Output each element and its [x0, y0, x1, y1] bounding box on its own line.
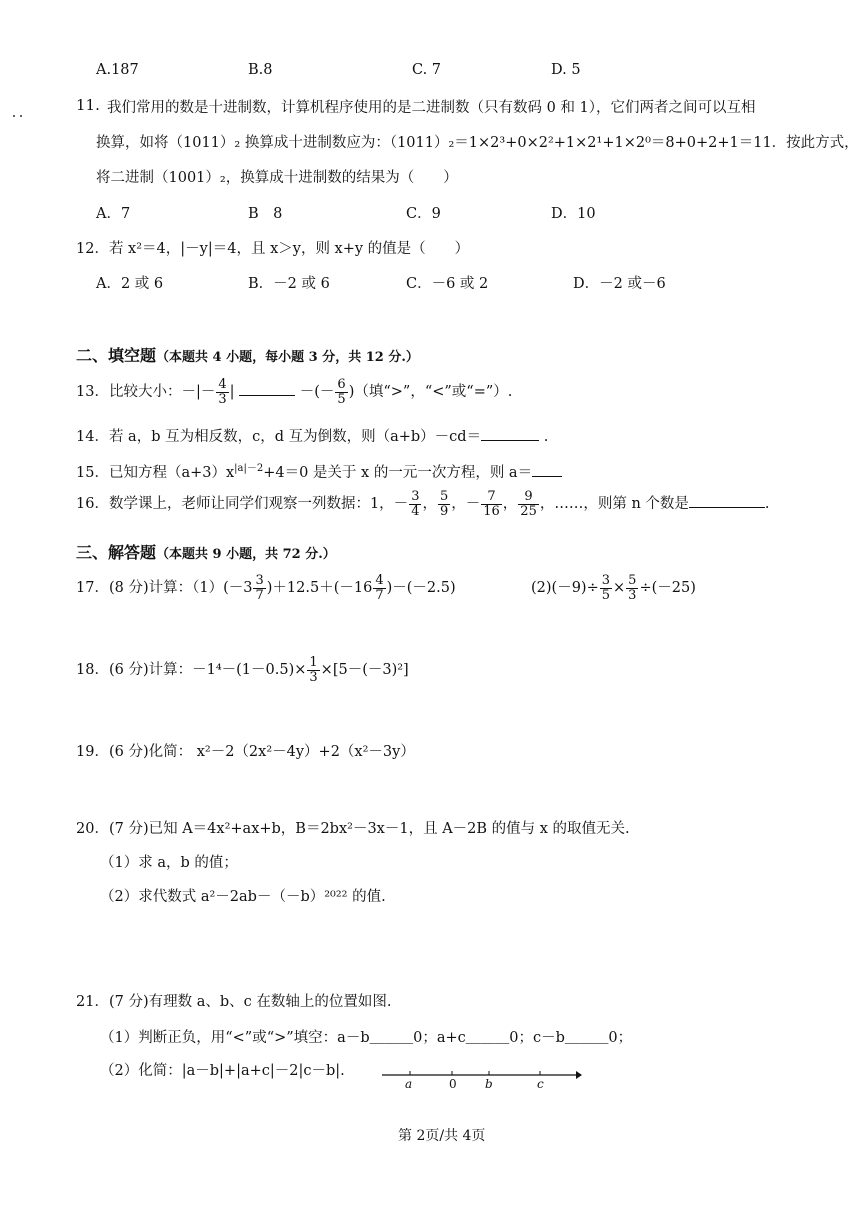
q13-answer-blank — [239, 381, 295, 397]
q18-f-num: 1 — [309, 655, 318, 670]
section3-note: （本题共 9 小题，共 72 分.） — [156, 547, 336, 562]
q17-p2-pre: (2)(－9)÷ — [531, 580, 599, 597]
q17-f1-num: 3 — [255, 573, 264, 588]
q13-f2-num: 6 — [337, 377, 346, 392]
q11-number: 11. — [76, 96, 100, 114]
q17-fraction-1 — [253, 574, 265, 602]
q17-p2-f1-den: 5 — [601, 587, 611, 603]
q10-option-d: D. 5 — [551, 62, 581, 78]
q17-f2-den: 7 — [375, 587, 384, 603]
q18-fraction — [307, 656, 319, 684]
q12-option-b: B．－2 或 6 — [248, 276, 330, 292]
q13-fraction-2 — [335, 378, 347, 406]
axis-label-zero: 0 — [449, 1077, 457, 1091]
q12-option-a: A．2 或 6 — [96, 276, 164, 292]
q13-pre: 13．比较大小：－|－ — [76, 384, 216, 401]
q17-p2-f2-num: 5 — [628, 573, 637, 588]
q16-answer-blank — [689, 493, 765, 509]
q17-part1 — [76, 574, 456, 602]
q16-fraction-3 — [481, 490, 502, 518]
q16-sep3: ， — [502, 496, 518, 513]
q16-sep2: ，－ — [451, 496, 481, 513]
q11-option-a: A．7 — [96, 206, 131, 222]
axis-label-a: a — [405, 1077, 413, 1091]
q20-sub1: （1）求 a，b 的值； — [100, 855, 238, 871]
q16-fraction-2 — [438, 490, 450, 518]
section2-note: （本题共 4 小题，每小题 3 分，共 12 分.） — [156, 350, 419, 365]
q12-option-c: C．－6 或 2 — [406, 276, 489, 292]
q13-fraction-1 — [216, 378, 228, 406]
q12-option-d: D．－2 或－6 — [573, 276, 666, 292]
q10-option-a: A.187 — [96, 62, 139, 78]
q13 — [76, 378, 512, 406]
q15 — [76, 459, 562, 482]
q17-p2-fraction-2 — [626, 574, 638, 602]
q20-sub2: （2）求代数式 a²－2ab－（－b）²⁰²² 的值. — [100, 889, 386, 905]
q11-option-b: B 8 — [248, 206, 283, 222]
section2-heading — [76, 343, 419, 366]
q17-p2-f1-num: 3 — [601, 573, 611, 588]
q13-f1-den: 3 — [218, 391, 227, 407]
q14-end: . — [543, 429, 549, 445]
section2-title: 二、填空题 — [76, 346, 157, 365]
q13-abs-close: | — [229, 384, 235, 401]
q16-f2-num: 5 — [439, 489, 449, 504]
q16-fraction-4 — [518, 490, 539, 518]
q18-pre: 18．(6 分)计算：－1⁴－(1－0.5)× — [76, 662, 307, 679]
q16-f2-den: 9 — [439, 503, 449, 519]
q11-option-d: D．10 — [551, 206, 596, 222]
section3-title: 三、解答题 — [76, 543, 157, 562]
q15-pre: 15．已知方程（a+3）x — [76, 464, 235, 481]
q16-f4-num: 9 — [518, 490, 539, 505]
q15-answer-blank — [532, 461, 562, 477]
q11-line3: 将二进制（1001）₂，换算成十进制数的结果为（ ） — [96, 170, 458, 186]
q17-pre: 17．(8 分)计算：（1）(－3 — [76, 580, 253, 597]
q17-mid1: )＋12.5＋(－16 — [266, 580, 373, 597]
q11-line1: 我们常用的数是十进制数，计算机程序使用的是二进制数（只有数码 0 和 1），它们两者之间可以互相 — [107, 100, 756, 116]
q21-sub1: （1）判断正负，用“<”或“>”填空：a－b＿＿＿0；a+c＿＿＿0；c－b＿＿＿0； — [100, 1030, 633, 1046]
q17-fraction-2 — [373, 574, 385, 602]
page-footer: 第 2页/共 4页 — [398, 1128, 486, 1144]
q21-sub2: （2）化简：|a－b|+|a+c|－2|c－b|. — [100, 1063, 345, 1079]
q15-post: +4＝0 是关于 x 的一元一次方程，则 a＝ — [263, 464, 533, 481]
q17-f1-den: 7 — [255, 587, 264, 603]
q19: 19．(6 分)化简： x²－2（2x²－4y）+2（x²－3y） — [76, 744, 415, 760]
q11-line2: 换算，如将（1011）₂ 换算成十进制数应为：（1011）₂＝1×2³+0×2²+1×2¹+1×2⁰＝8+0+2+1＝11．按此方式， — [96, 135, 859, 151]
q17-p2-mid: × — [613, 580, 626, 597]
q11-option-c: C．9 — [406, 206, 441, 222]
q17-p2-post: ÷(－25) — [639, 580, 696, 597]
q18-post: ×[5－(－3)²] — [320, 662, 409, 679]
q17-f2-num: 4 — [375, 573, 384, 588]
q18-f-den: 3 — [309, 669, 318, 685]
q16-end: . — [764, 496, 770, 513]
q17-p2-f2-den: 3 — [628, 587, 637, 603]
q13-mid: －(－ — [299, 384, 335, 401]
section3-heading — [76, 540, 336, 563]
q14 — [76, 425, 548, 446]
q15-exponent: |a|－2 — [234, 463, 264, 474]
q13-f2-den: 5 — [337, 391, 346, 407]
axis-label-b: b — [485, 1077, 493, 1091]
q14-answer-blank — [481, 426, 539, 442]
q16-f1-den: 4 — [411, 503, 420, 519]
q17-p2-fraction-1 — [600, 574, 612, 602]
q16-f3-den: 16 — [483, 503, 500, 519]
q14-text: 14．若 a，b 互为相反数，c，d 互为倒数，则（a+b）－cd＝ — [76, 429, 482, 445]
q16 — [76, 490, 770, 518]
q16-post: ，……，则第 n 个数是 — [539, 496, 689, 513]
q16-f4-den: 25 — [520, 503, 537, 519]
q10-option-c: C. 7 — [412, 62, 442, 78]
q12-text: 12．若 x²＝4，|－y|＝4，且 x＞y，则 x+y 的值是（ ） — [76, 241, 470, 257]
q17-mid2: )－(－2.5) — [386, 580, 456, 597]
q10-option-b: B.8 — [248, 62, 273, 78]
q16-pre: 16．数学课上，老师让同学们观察一列数据：1，－ — [76, 496, 409, 513]
q21-line1: 21．(7 分)有理数 a、b、c 在数轴上的位置如图. — [76, 994, 392, 1010]
q13-post: )（填“>”，“<”或“=”）. — [348, 384, 513, 401]
q17-part2 — [531, 574, 696, 602]
q16-sep1: ， — [422, 496, 437, 513]
q20-line1: 20．(7 分)已知 A＝4x²+ax+b，B＝2bx²－3x－1，且 A－2B 的值与 x 的取值无关. — [76, 821, 630, 837]
q16-f3-num: 7 — [481, 490, 502, 505]
q16-fraction-1 — [409, 490, 421, 518]
q13-f1-num: 4 — [218, 377, 227, 392]
q16-f1-num: 3 — [411, 489, 420, 504]
axis-label-c: c — [537, 1077, 544, 1091]
q18 — [76, 656, 409, 684]
margin-marks — [12, 104, 26, 108]
